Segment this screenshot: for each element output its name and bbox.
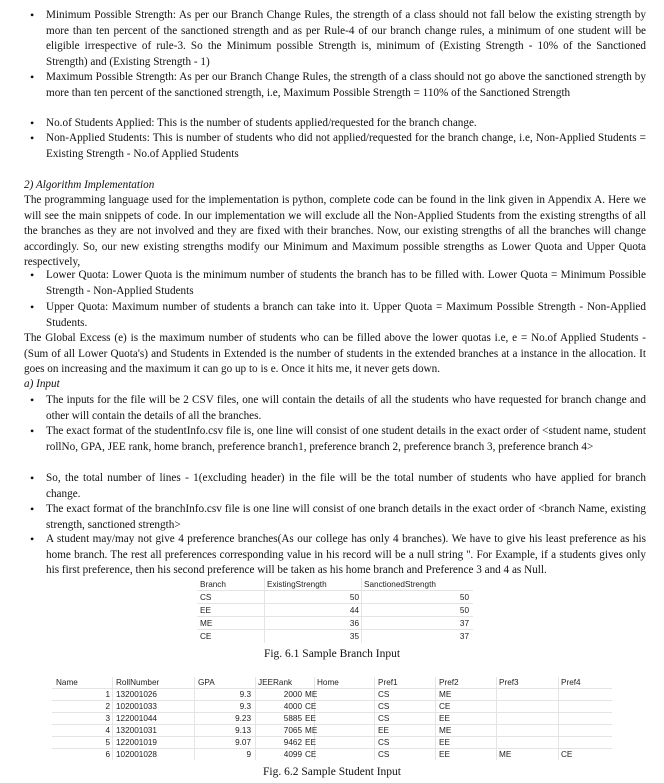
table-cell: 2000 [283,690,302,699]
bullet-max-strength: • Maximum Possible Strength: As per our Branch Change Rules, the strength of a class should not go above the sanctioned strength by more than ten percent of the sanctioned strength, i.e, Maximum Possible Strength = 110% of the Sanctioned Strength [30,70,646,101]
table-cell: 44 [349,606,359,615]
table-cell: ME [499,750,512,759]
bullet-upper-quota: • Upper Quota: Maximum number of students a branch can take into it. Upper Quota = Maximum Possible Strength - Non-Applied Students. [30,300,646,331]
table-cell: EE [305,714,316,723]
table-cell: 5885 [283,714,302,723]
student-header-gpa: GPA [198,678,215,687]
table-cell: 102001028 [116,750,157,759]
table-cell: 9.23 [235,714,251,723]
table-cell: CE [200,632,212,641]
figure-caption-student: Fig. 6.2 Sample Student Input [263,766,401,778]
table-cell: CS [378,714,390,723]
bullet-preferences: • A student may/may not give 4 preference branches(As our college has only 4 branches). We have to give his least preference as his home branch. The rest all preferences corresponding value in his record will be a null string ''. For Example, if a students gives only his first preference, then his second preference will be taken as his home branch and Preference 3 and 4 as Null. [30,532,646,579]
table-cell: CS [378,702,390,711]
student-header-home: Home [317,678,339,687]
student-header-pref3: Pref3 [499,678,519,687]
branch-header-sanctioned: SanctionedStrength [364,580,436,589]
student-header-name: Name [56,678,78,687]
table-cell: 50 [459,606,469,615]
student-header-pref2: Pref2 [439,678,459,687]
table-cell: ME [305,690,318,699]
table-cell: 4 [105,726,110,735]
table-cell: 37 [459,632,469,641]
table-cell: 1 [105,690,110,699]
bullet-non-applied: • Non-Applied Students: This is number of students who did not applied/requested for the branch change, i.e, Non-Applied Students = Existing Strength - No.of Applied Students [30,131,646,162]
paragraph-global-excess: The Global Excess (e) is the maximum number of students who can be filled above the lower quotas i.e, e = No.of Applied Students - (Sum of all Lower Quota's) and Students in Extended is the number of students in the extended branches at a instance in the allocation. It goes on increasing and the maximum it can go up to is e. Once it hits me, it never gets down. [24,332,646,376]
table-cell: 35 [349,632,359,641]
figure-caption-branch: Fig. 6.1 Sample Branch Input [263,648,401,660]
table-cell: EE [439,738,450,747]
bullet-line-count: • So, the total number of lines - 1(excluding header) in the file will be the total number of students who have applied for branch change. [30,471,646,502]
table-cell: ME [200,619,213,628]
table-cell: 50 [349,593,359,602]
table-cell: CE [439,702,451,711]
table-cell: CE [305,750,317,759]
table-cell: 9.3 [239,690,251,699]
table-cell: CS [378,690,390,699]
branch-header-existing: ExistingStrength [267,580,327,589]
table-cell: 4099 [283,750,302,759]
table-cell: CS [378,750,390,759]
branch-table [197,578,473,644]
table-cell: EE [439,750,450,759]
student-table [52,677,612,761]
bullet-branch-format: • The exact format of the branchInfo.csv file is one line will consist of one branch details in the exact order of <branch Name, existing strength, sanctioned strength> [30,502,646,533]
table-cell: CS [200,593,212,602]
student-header-pref4: Pref4 [561,678,581,687]
student-header-rollnumber: RollNumber [116,678,160,687]
table-cell: ME [439,726,452,735]
table-cell: 50 [459,593,469,602]
table-cell: CE [561,750,573,759]
table-cell: 7065 [283,726,302,735]
section-heading: 2) Algorithm Implementation [24,179,155,191]
sub-heading-input: a) Input [24,378,60,390]
student-header-pref1: Pref1 [378,678,398,687]
table-cell: ME [305,726,318,735]
table-cell: 132001031 [116,726,157,735]
student-header-jeerank: JEERank [258,678,293,687]
table-cell: 2 [105,702,110,711]
table-cell: EE [439,714,450,723]
branch-header-branch: Branch [200,580,226,589]
bullet-input-files: • The inputs for the file will be 2 CSV files, one will contain the details of all the students who have requested for branch change and other will contain the details of all the branches. [30,393,646,424]
paragraph-implementation: The programming language used for the implementation is python, complete code can be found in the link given in Appendix A. Here we will see the main snippets of code. In our implementation we will exclude all the Non-Applied Students from the existing strengths of all the branches as they are not involved and they are fixed with their branches. Now, our existing strengths of all the branches will change accordingly. So, our new existing strengths modify our Minimum and Maximum possible strengths as Lower Quota and Upper Quota respectively, [24,194,646,269]
table-cell: 6 [105,750,110,759]
bullet-student-format: • The exact format of the studentInfo.csv file is, one line will consist of one student details in the exact order of <student name, student rollNo, GPA, JEE rank, home branch, preference branch1, preference branch 2, preference branch 3, preference branch 4> [30,424,646,455]
table-cell: 37 [459,619,469,628]
table-cell: 4000 [283,702,302,711]
table-cell: 9.3 [239,702,251,711]
table-cell: 122001044 [116,714,157,723]
table-cell: CS [378,738,390,747]
bullet-min-strength: • Minimum Possible Strength: As per our Branch Change Rules, the strength of a class should not fall below the existing strength by more than ten percent of the sanctioned strength and as per Rule-4 of our branch change rules, a minimum of one student will be eligible irrespective of rule-3. So the Minimum possible Strength is, minimum of (Existing Strength - 10% of the Sanctioned Strength) and (Existing Strength - 1) [30,8,646,70]
table-cell: 9.13 [235,726,251,735]
table-cell: 9 [246,750,251,759]
bullet-lower-quota: • Lower Quota: Lower Quota is the minimum number of students the branch has to be filled with. Lower Quota = Minimum Possible Strength - Non-Applied Students [30,268,646,299]
table-cell: 132001026 [116,690,157,699]
table-cell: 102001033 [116,702,157,711]
table-cell: CE [305,702,317,711]
table-cell: EE [305,738,316,747]
table-cell: 3 [105,714,110,723]
table-cell: EE [200,606,211,615]
table-cell: 5 [105,738,110,747]
table-cell: 122001019 [116,738,157,747]
table-cell: EE [378,726,389,735]
table-cell: 9.07 [235,738,251,747]
table-cell: 36 [349,619,359,628]
bullet-students-applied: • No.of Students Applied: This is the number of students applied/requested for the branch change. [30,116,646,132]
table-cell: ME [439,690,452,699]
table-cell: 9462 [283,738,302,747]
